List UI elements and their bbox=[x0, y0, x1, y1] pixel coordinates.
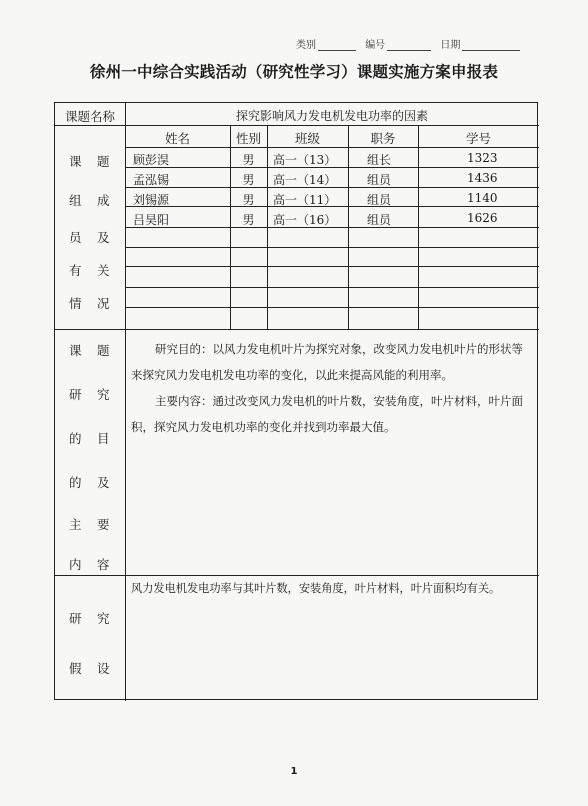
header-class: 班级 bbox=[294, 131, 320, 146]
rule-label-column bbox=[125, 103, 126, 701]
member-id: 1323 bbox=[467, 151, 498, 165]
member-class: 高一（11） bbox=[273, 193, 337, 207]
member-id: 1140 bbox=[467, 191, 498, 205]
member-name: 孟泓锡 bbox=[133, 173, 170, 187]
member-class: 高一（16） bbox=[273, 213, 337, 227]
member-gender: 男 bbox=[242, 213, 255, 227]
member-name: 吕昊阳 bbox=[133, 213, 170, 227]
member-role: 组员 bbox=[367, 173, 392, 187]
main-content-text: 主要内容：通过改变风力发电机的叶片数，安装角度，叶片材料，叶片面积，探究风力发电机功率的变化并找到功率最大值。 bbox=[131, 394, 523, 434]
research-purpose-text: 研究目的：以风力发电机叶片为探究对象，改变风力发电机叶片的形状等来探究风力发电机发电功率的变化，以此来提高风能的利用率。 bbox=[131, 342, 523, 382]
rule-header-bottom bbox=[125, 147, 539, 148]
rule-row bbox=[125, 247, 539, 248]
member-role: 组员 bbox=[367, 213, 392, 227]
rule-col-class bbox=[267, 125, 268, 329]
application-form: 课题名称 探究影响风力发电机发电功率的因素 姓名 性别 班级 职务 学号 顾彭淏 男 高一（13） 组长 1323 孟泓锡 男 高一（14） 组员 1436 刘锡源 男 高一（11） 组员 1140 吕昊阳 男 高一（16） 组员 1626 课 题 组 成 员 及 有 关 情 况 课 题 研 究 的 目 的 及 主 要 内 容 研究目的：以风力发电机叶片为探究对象，改变风力发电机叶片的形状等来探究风力发电机发电功率的变化，以此来提高风能的利用率。 主要内容：通过改变风力发电机的叶片数，安装角度，叶片材料，叶片面积，探究风力发电机功率的变化并找到功率最大值。 研 究 假 设 风力发电机发电功率与其叶片数，安装角度，叶片材料，叶片面积均有关。 bbox=[54, 102, 538, 700]
rule-members-bottom bbox=[55, 329, 539, 330]
header-gender: 性别 bbox=[235, 131, 261, 146]
topic-label: 课题名称 bbox=[64, 109, 115, 124]
member-class: 高一（14） bbox=[273, 173, 337, 187]
date-label: 日期 bbox=[440, 40, 461, 51]
rule-col-id bbox=[418, 125, 419, 329]
page-title: 徐州一中综合实践活动（研究性学习）课题实施方案申报表 bbox=[89, 63, 499, 81]
header-role: 职务 bbox=[370, 131, 396, 146]
member-id: 1436 bbox=[467, 171, 498, 185]
member-class: 高一（13） bbox=[273, 153, 337, 167]
number-label: 编号 bbox=[365, 40, 386, 51]
member-gender: 男 bbox=[242, 193, 255, 207]
member-role: 组长 bbox=[367, 153, 392, 167]
rule-topic-bottom bbox=[55, 125, 539, 126]
page-number: 1 bbox=[290, 766, 298, 777]
member-gender: 男 bbox=[242, 153, 255, 167]
header-student-id: 学号 bbox=[465, 131, 491, 146]
member-name: 刘锡源 bbox=[133, 193, 170, 207]
member-role: 组员 bbox=[367, 193, 392, 207]
date-field bbox=[462, 40, 520, 51]
rule-row bbox=[125, 266, 539, 267]
number-field bbox=[387, 40, 431, 51]
rule-purpose-bottom bbox=[55, 575, 539, 576]
member-gender: 男 bbox=[242, 173, 255, 187]
rule-row bbox=[125, 307, 539, 308]
rule-row bbox=[125, 287, 539, 288]
category-label: 类别 bbox=[296, 40, 316, 51]
member-id: 1626 bbox=[467, 211, 498, 225]
header-name: 姓名 bbox=[164, 131, 190, 146]
topic-value: 探究影响风力发电机发电功率的因素 bbox=[235, 109, 428, 123]
form-meta bbox=[296, 36, 526, 51]
rule-col-role bbox=[348, 125, 349, 329]
category-field bbox=[318, 40, 356, 51]
member-name: 顾彭淏 bbox=[133, 153, 170, 167]
hypothesis-text: 风力发电机发电功率与其叶片数，安装角度，叶片材料，叶片面积均有关。 bbox=[131, 582, 501, 595]
